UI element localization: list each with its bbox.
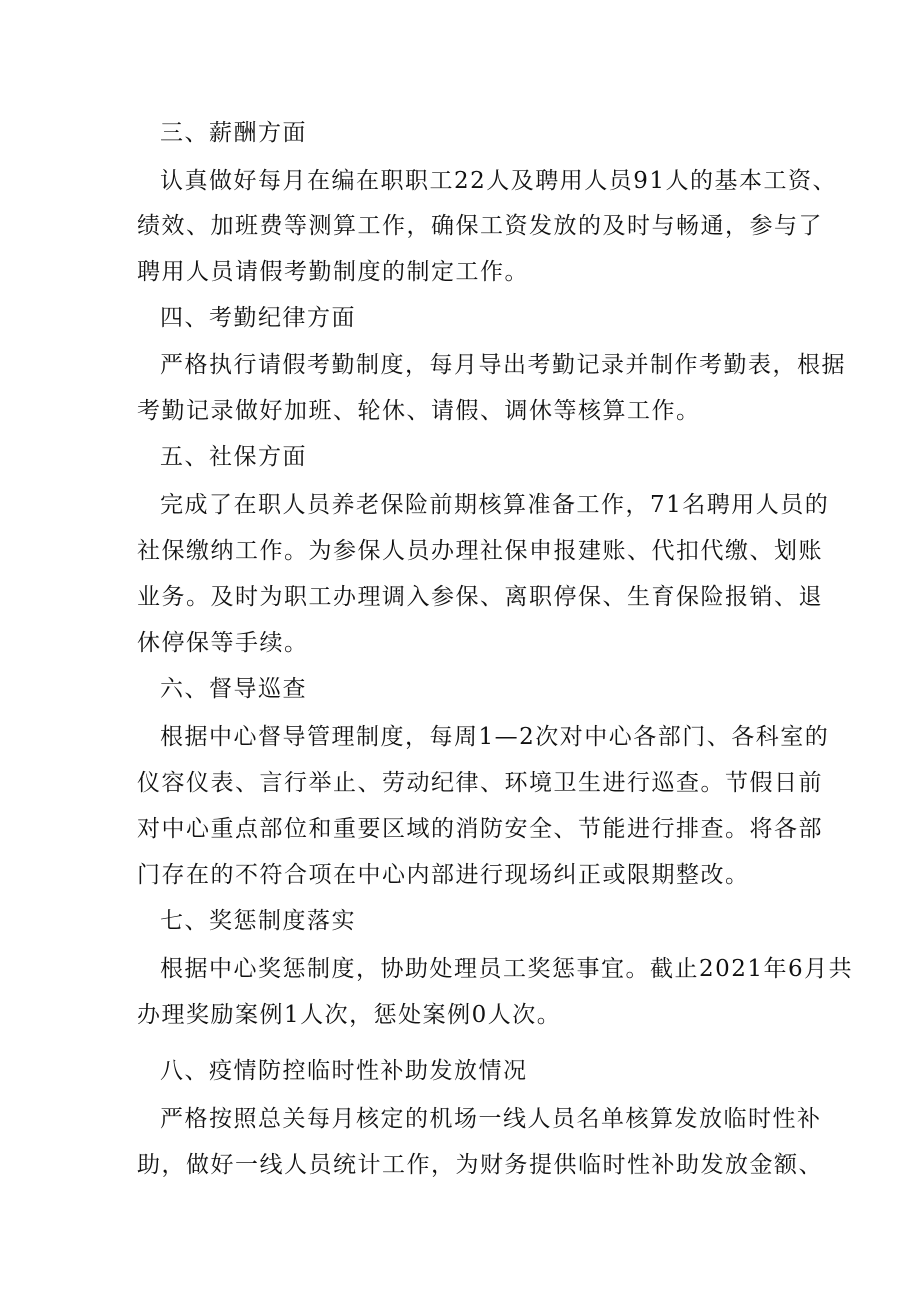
paragraph-line: 严格按照总关每月核定的机场一线人员名单核算发放临时性补 bbox=[160, 1106, 822, 1132]
paragraph-line: 社保缴纳工作。为参保人员办理社保申报建账、代扣代缴、划账 bbox=[137, 538, 823, 564]
paragraph-line: 完成了在职人员养老保险前期核算准备工作，71名聘用人员的 bbox=[160, 492, 830, 518]
paragraph-line: 对中心重点部位和重要区域的消防安全、节能进行排查。将各部 bbox=[137, 816, 823, 842]
paragraph-line: 根据中心奖惩制度，协助处理员工奖惩事宜。截止2021年6月共 bbox=[160, 956, 854, 982]
section-heading: 六、督导巡查 bbox=[160, 676, 307, 702]
section-heading: 四、考勤纪律方面 bbox=[160, 305, 356, 331]
paragraph-line: 办理奖励案例1人次，惩处案例0人次。 bbox=[137, 1002, 562, 1028]
paragraph-line: 休停保等手续。 bbox=[137, 630, 309, 656]
paragraph-line: 业务。及时为职工办理调入参保、离职停保、生育保险报销、退 bbox=[137, 584, 823, 610]
section-heading: 三、薪酬方面 bbox=[160, 120, 307, 146]
paragraph-line: 考勤记录做好加班、轮休、请假、调休等核算工作。 bbox=[137, 398, 701, 424]
paragraph-line: 助，做好一线人员统计工作，为财务提供临时性补助发放金额、 bbox=[137, 1152, 823, 1178]
paragraph-line: 门存在的不符合项在中心内部进行现场纠正或限期整改。 bbox=[137, 862, 750, 888]
paragraph-line: 根据中心督导管理制度，每周1—2次对中心各部门、各科室的 bbox=[160, 724, 830, 750]
section-heading: 五、社保方面 bbox=[160, 444, 307, 470]
paragraph-line: 绩效、加班费等测算工作，确保工资发放的及时与畅通，参与了 bbox=[137, 213, 823, 239]
section-heading: 八、疫情防控临时性补助发放情况 bbox=[160, 1058, 528, 1084]
paragraph-line: 严格执行请假考勤制度，每月导出考勤记录并制作考勤表，根据 bbox=[160, 352, 846, 378]
section-heading: 七、奖惩制度落实 bbox=[160, 908, 356, 934]
paragraph-line: 仪容仪表、言行举止、劳动纪律、环境卫生进行巡查。节假日前 bbox=[137, 770, 823, 796]
paragraph-line: 认真做好每月在编在职职工22人及聘用人员91人的基本工资、 bbox=[160, 168, 838, 194]
paragraph-line: 聘用人员请假考勤制度的制定工作。 bbox=[137, 259, 529, 285]
